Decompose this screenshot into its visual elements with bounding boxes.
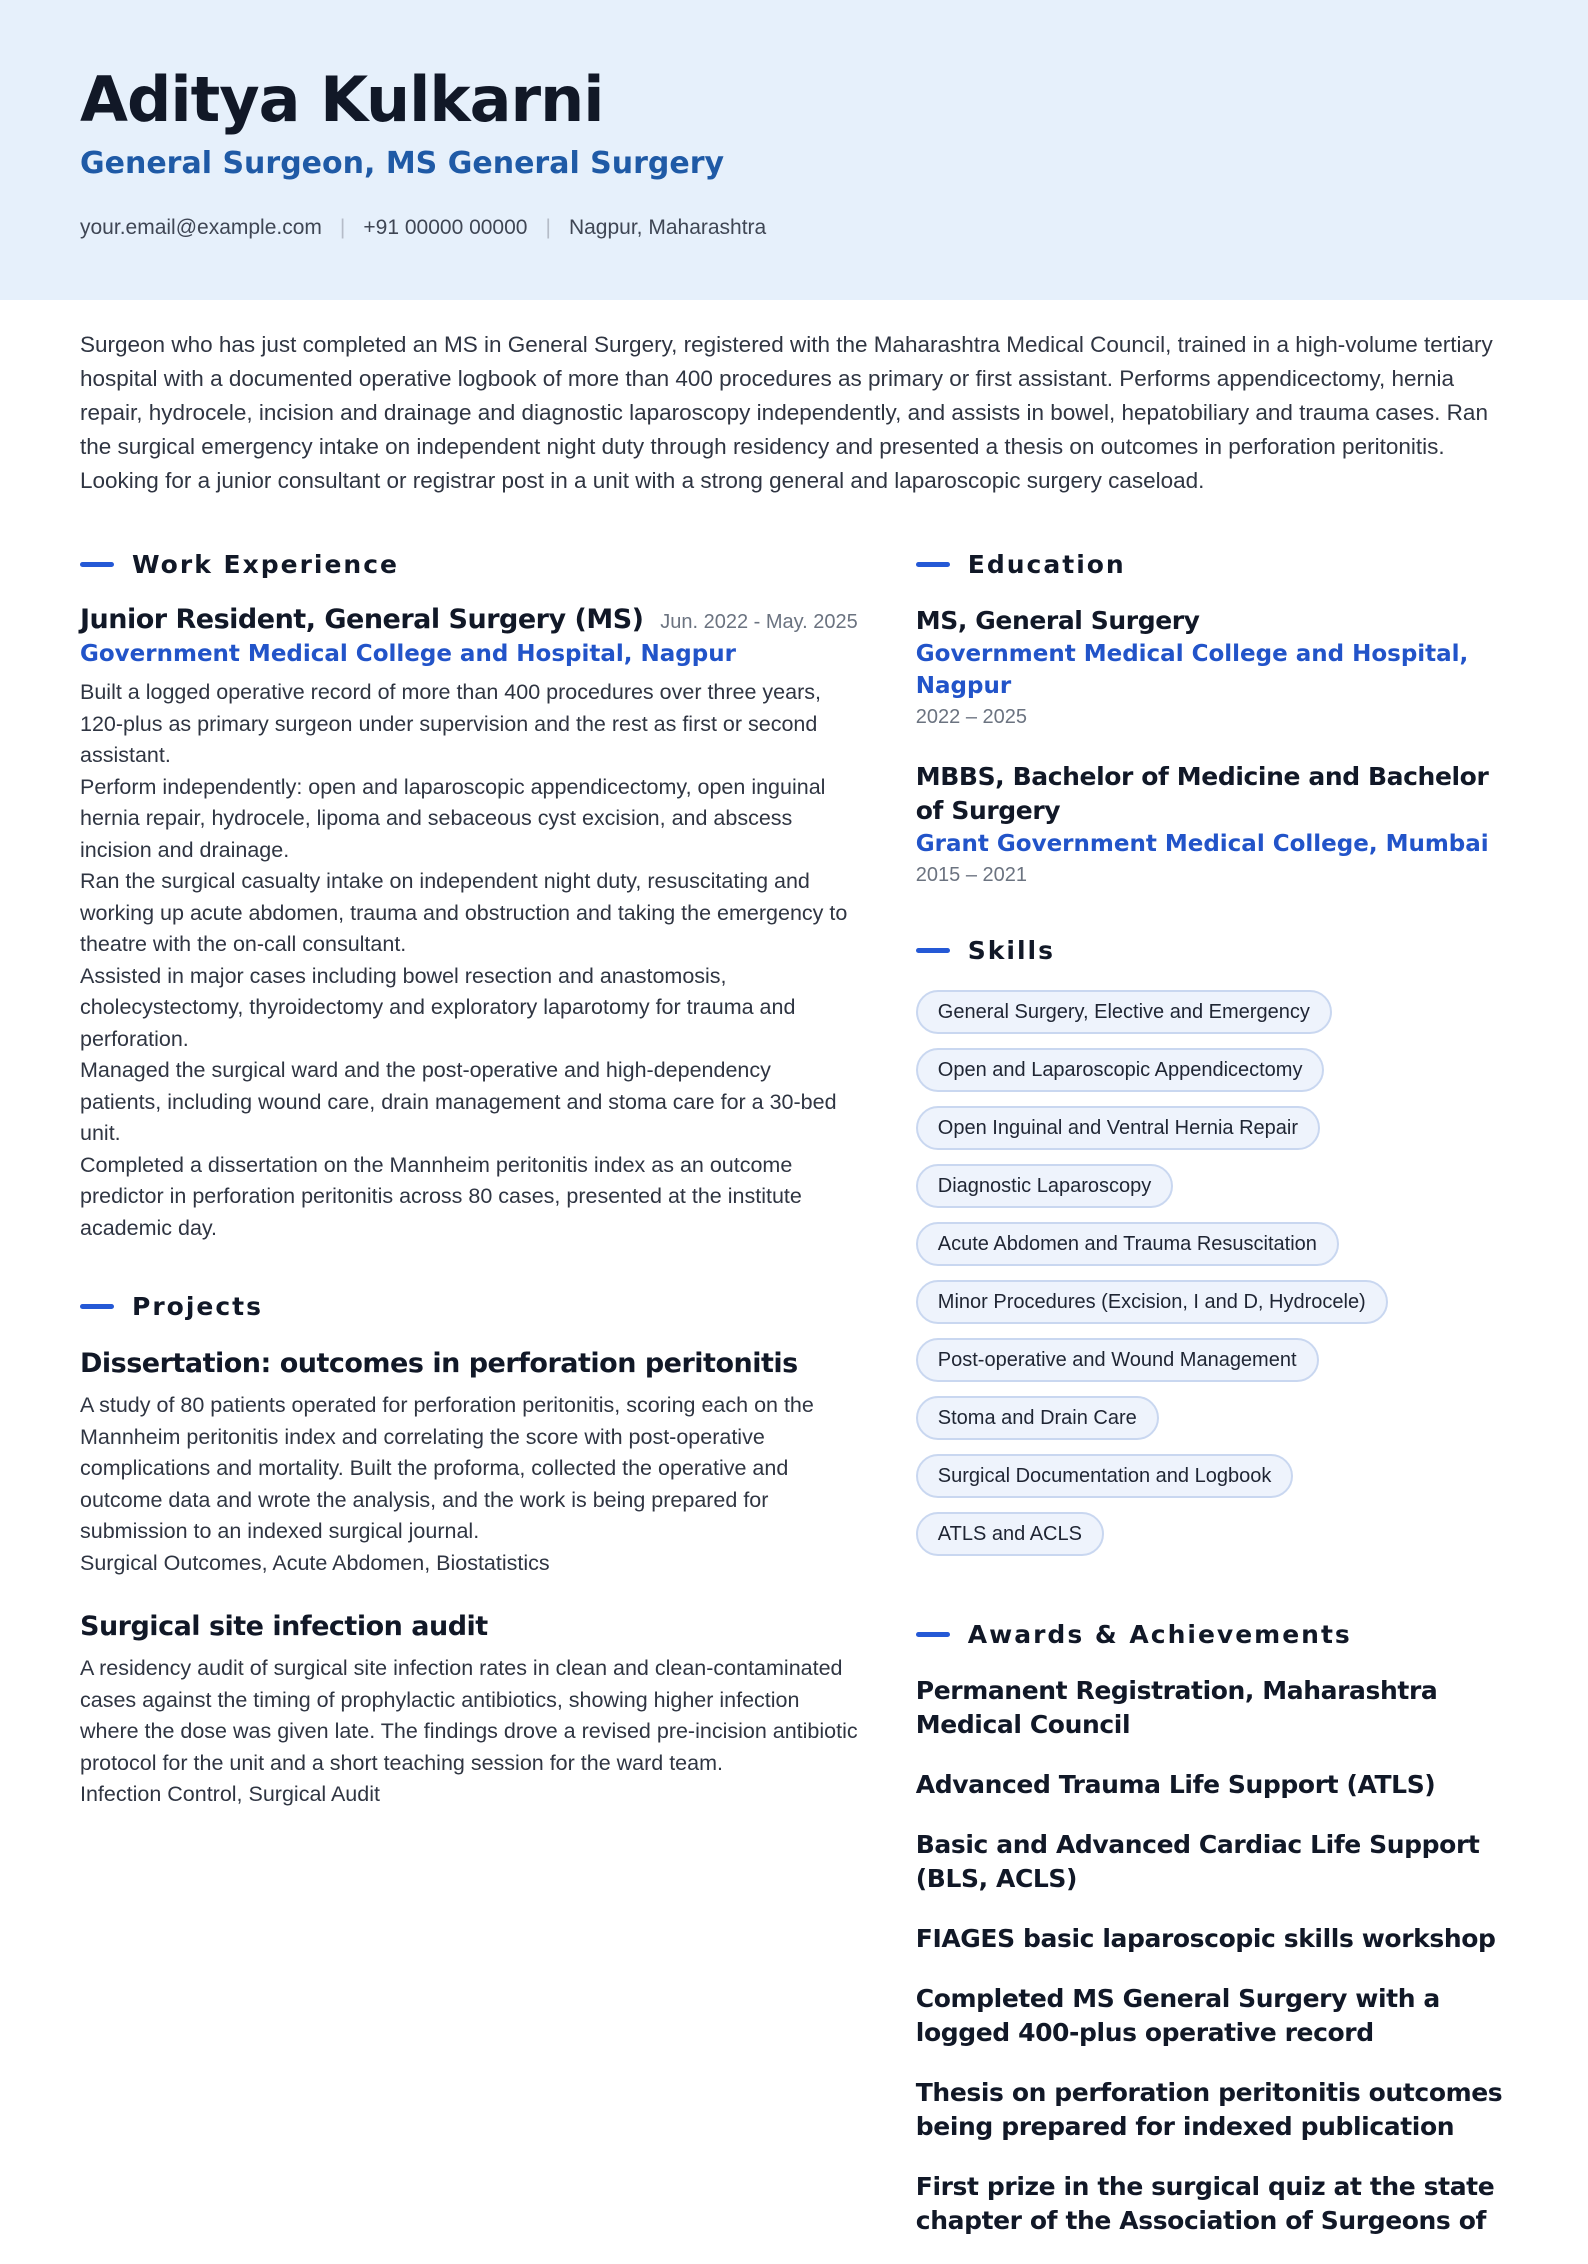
- skill-chip: Minor Procedures (Excision, I and D, Hydrocele): [916, 1280, 1388, 1324]
- education-years: 2022 – 2025: [915, 706, 1028, 728]
- skill-chip: Stoma and Drain Care: [916, 1396, 1159, 1440]
- contact-line: [80, 216, 1508, 240]
- job-bullet: Assisted in major cases including bowel resection and anastomosis, cholecystectomy, thyroidectomy and exploratory laparotomy for trauma and perforation.: [80, 963, 796, 1051]
- award-item: Thesis on perforation peritonitis outcomes being prepared for indexed publication: [915, 2078, 1503, 2141]
- award-item: Permanent Registration, Maharashtra Medical Council: [915, 1676, 1438, 1739]
- education-entry: [916, 760, 1508, 890]
- education-entry: [916, 604, 1508, 732]
- work-entry: [80, 604, 858, 1244]
- section-title-skills: Skills: [916, 932, 1508, 968]
- section-bar-icon: [916, 948, 950, 953]
- skill-chip: Acute Abdomen and Trauma Resuscitation: [916, 1222, 1339, 1266]
- job-bullet: Completed a dissertation on the Mannheim peritonitis index as an outcome predictor in perforation peritonitis across 80 cases, presented at the institute academic day.: [80, 1152, 802, 1240]
- job-bullet: Perform independently: open and laparoscopic appendicectomy, open inguinal hernia repair, hydrocele, lipoma and sebaceous cyst excision, and abscess incision and drainage.: [80, 774, 826, 862]
- job-bullet: Built a logged operative record of more than 400 procedures over three years, 120-plus as primary surgeon under supervision and the rest as first or second assistant.: [80, 680, 821, 767]
- skills-list: [916, 990, 1508, 1570]
- job-date: Jun. 2022 - May. 2025: [660, 611, 858, 633]
- skill-chip: Surgical Documentation and Logbook: [916, 1454, 1294, 1498]
- education-years: 2015 – 2021: [915, 864, 1028, 886]
- project-title: Dissertation: outcomes in perforation peritonitis: [80, 1348, 798, 1379]
- contact-location: Nagpur, Maharashtra: [568, 216, 767, 239]
- skill-chip: Diagnostic Laparoscopy: [916, 1164, 1173, 1208]
- job-bullet: Ran the surgical casualty intake on independent night duty, resuscitating and working up acute abdomen, trauma and obstruction and taking the emergency to theatre with the on-call consultant.: [80, 869, 848, 956]
- right-column: [916, 546, 1508, 2264]
- contact-phone: +91 00000 00000: [363, 216, 528, 239]
- contact-separator: |: [339, 216, 346, 239]
- education-degree: MBBS, Bachelor of Medicine and Bachelor of Surgery: [915, 762, 1489, 825]
- award-item: Advanced Trauma Life Support (ATLS): [915, 1770, 1436, 1799]
- candidate-headline: General Surgeon, MS General Surgery: [80, 146, 725, 181]
- section-title-projects: Projects: [80, 1288, 858, 1324]
- job-organization: Government Medical College and Hospital, Nagpur: [80, 641, 736, 667]
- skill-chip: Open and Laparoscopic Appendicectomy: [916, 1048, 1325, 1092]
- skill-chip: Post-operative and Wound Management: [916, 1338, 1319, 1382]
- award-item: First prize in the surgical quiz at the state chapter of the Association of Surgeons of: [915, 2172, 1495, 2235]
- project-tags: Infection Control, Surgical Audit: [80, 1782, 380, 1806]
- project-entry: [80, 1346, 858, 1579]
- awards-list: [916, 1674, 1508, 2238]
- education-school: Grant Government Medical College, Mumbai: [915, 831, 1489, 857]
- contact-separator: |: [545, 216, 551, 239]
- section-bar-icon: [916, 1632, 950, 1637]
- project-description: A study of 80 patients operated for perforation peritonitis, scoring each on the Mannheim peritonitis index and correlating the score with post-operative complications and mortality. Built the proforma, collected the operative and outcome data and wrote the analysis, and the work is being prepared for submission to an indexed surgical journal.: [80, 1393, 814, 1543]
- section-title-work: Work Experience: [80, 546, 858, 582]
- section-title-awards: Awards & Achievements: [916, 1616, 1508, 1652]
- contact-email: your.email@example.com: [80, 216, 322, 239]
- award-item: Basic and Advanced Cardiac Life Support (BLS, ACLS): [915, 1830, 1480, 1893]
- left-column: [80, 546, 858, 2264]
- section-title-education: Education: [916, 546, 1508, 582]
- skill-chip: General Surgery, Elective and Emergency: [916, 990, 1332, 1034]
- candidate-name: Aditya Kulkarni: [80, 63, 604, 136]
- skill-chip: ATLS and ACLS: [916, 1512, 1104, 1556]
- professional-summary: Surgeon who has just completed an MS in General Surgery, registered with the Maharashtra Medical Council, trained in a high-volume tertiary hospital with a documented operative logbook of more than 400 procedures as primary or first assistant. Performs appendicectomy, hernia repair, hydrocele, incision and drainage and diagnostic laparoscopy independently, and assists in bowel, hepatobiliary and trauma cases. Ran the surgical emergency intake on independent night duty through residency and presented a thesis on outcomes in perforation peritonitis. Looking for a junior consultant or registrar post in a unit with a strong general and laparoscopic surgery caseload.: [80, 332, 1493, 493]
- job-bullets: [80, 677, 858, 1244]
- skill-chip: Open Inguinal and Ventral Hernia Repair: [916, 1106, 1320, 1150]
- resume-header: [0, 0, 1588, 300]
- education-school: Government Medical College and Hospital, Nagpur: [915, 641, 1469, 699]
- education-degree: MS, General Surgery: [915, 606, 1200, 635]
- award-item: Completed MS General Surgery with a logged 400-plus operative record: [915, 1984, 1440, 2047]
- resume-body: [0, 546, 1588, 2264]
- project-title: Surgical site infection audit: [80, 1611, 488, 1642]
- project-entry: [80, 1609, 858, 1811]
- award-item: FIAGES basic laparoscopic skills workshop: [915, 1924, 1496, 1953]
- job-bullet: Managed the surgical ward and the post-operative and high-dependency patients, including wound care, drain management and stoma care for a 30-bed unit.: [80, 1058, 837, 1145]
- project-tags: Surgical Outcomes, Acute Abdomen, Biostatistics: [80, 1550, 550, 1575]
- section-bar-icon: [80, 1304, 114, 1309]
- project-description: A residency audit of surgical site infection rates in clean and clean-contaminated cases against the timing of prophylactic antibiotics, showing higher infection where the dose was given late. The findings drove a revised pre-incision antibiotic protocol for the unit and a short teaching session for the ward team.: [80, 1656, 858, 1775]
- section-bar-icon: [80, 562, 114, 567]
- section-bar-icon: [916, 562, 950, 567]
- job-title: Junior Resident, General Surgery (MS): [80, 604, 644, 635]
